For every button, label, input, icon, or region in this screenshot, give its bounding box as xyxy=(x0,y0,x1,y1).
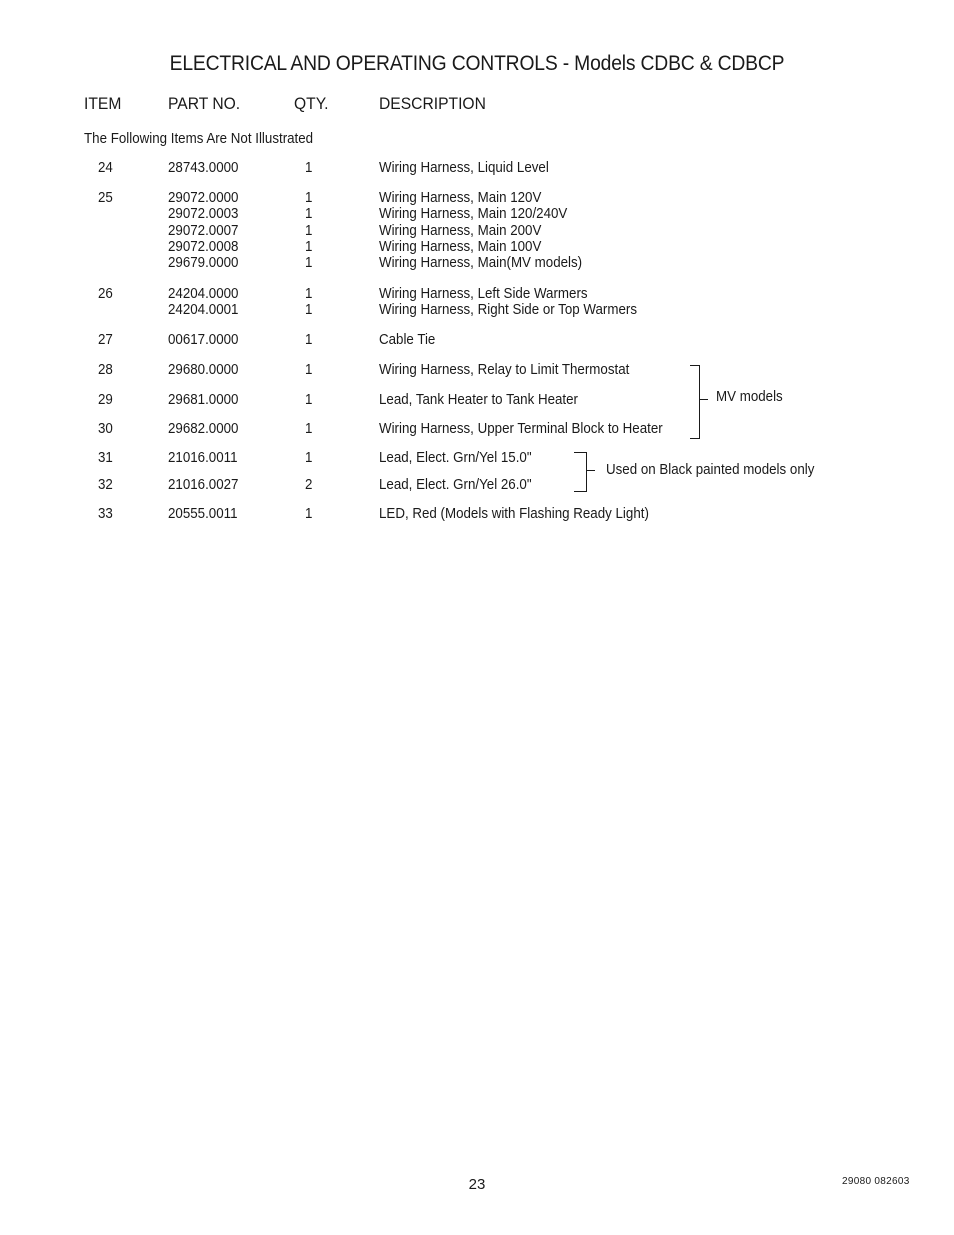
part-number: 29682.0000 xyxy=(168,421,239,437)
part-number: 29072.0003 xyxy=(168,206,239,223)
description: Lead, Tank Heater to Tank Heater xyxy=(379,392,578,408)
black-painted-bracket-tick xyxy=(587,470,595,471)
description: Wiring Harness, Left Side Warmers xyxy=(379,286,588,302)
mv-models-bracket xyxy=(690,365,700,439)
page-title: ELECTRICAL AND OPERATING CONTROLS - Models CDBC & CDBCP xyxy=(169,52,785,75)
part-number: 28743.0000 xyxy=(168,160,239,176)
col-header-part-no: PART NO. xyxy=(168,94,241,113)
description: Wiring Harness, Main 200V xyxy=(379,222,542,239)
part-number: 24204.0000 xyxy=(168,286,239,302)
part-number: 20555.0011 xyxy=(168,506,238,522)
quantity: 1 xyxy=(305,450,313,466)
document-code: 29080 082603 xyxy=(842,1176,910,1187)
part-number: 00617.0000 xyxy=(168,332,239,348)
description: Wiring Harness, Upper Terminal Block to Heater xyxy=(379,421,663,437)
description: Wiring Harness, Main 120V xyxy=(379,190,542,206)
part-number: 29072.0007 xyxy=(168,222,239,239)
part-number: 29680.0000 xyxy=(168,362,239,378)
col-header-qty: QTY. xyxy=(294,94,329,113)
quantity: 1 xyxy=(305,238,313,255)
description: Lead, Elect. Grn/Yel 15.0" xyxy=(379,450,532,466)
part-number: 29072.0008 xyxy=(168,238,239,255)
quantity: 1 xyxy=(305,222,313,239)
item-number: 25 xyxy=(98,190,113,206)
quantity: 1 xyxy=(305,190,313,206)
part-number: 21016.0011 xyxy=(168,450,238,466)
description: Lead, Elect. Grn/Yel 26.0" xyxy=(379,477,532,493)
description: LED, Red (Models with Flashing Ready Light) xyxy=(379,506,649,522)
part-number: 24204.0001 xyxy=(168,302,239,319)
black-painted-label: Used on Black painted models only xyxy=(606,462,815,478)
quantity: 1 xyxy=(305,302,313,319)
description: Wiring Harness, Main 120/240V xyxy=(379,206,568,223)
item-number: 24 xyxy=(98,160,113,176)
col-header-description: DESCRIPTION xyxy=(379,94,486,113)
description: Cable Tie xyxy=(379,332,436,348)
item-number: 27 xyxy=(98,332,113,348)
quantity: 2 xyxy=(305,477,313,493)
quantity: 1 xyxy=(305,160,313,176)
item-number: 26 xyxy=(98,286,113,302)
item-number: 28 xyxy=(98,362,113,378)
mv-models-bracket-tick xyxy=(700,399,708,400)
quantity: 1 xyxy=(305,255,313,272)
quantity: 1 xyxy=(305,206,313,223)
description: Wiring Harness, Relay to Limit Thermostat xyxy=(379,362,630,378)
quantity: 1 xyxy=(305,421,313,437)
part-number: 29679.0000 xyxy=(168,255,239,272)
description: Wiring Harness, Main 100V xyxy=(379,238,542,255)
part-number: 29072.0000 xyxy=(168,190,239,206)
quantity: 1 xyxy=(305,332,313,348)
description: Wiring Harness, Liquid Level xyxy=(379,160,549,176)
item-number: 31 xyxy=(98,450,113,466)
mv-models-label: MV models xyxy=(716,389,783,405)
item-number: 29 xyxy=(98,392,113,408)
description: Wiring Harness, Right Side or Top Warmers xyxy=(379,302,637,319)
item-number: 30 xyxy=(98,421,113,437)
quantity: 1 xyxy=(305,362,313,378)
black-painted-bracket xyxy=(574,452,587,492)
col-header-item: ITEM xyxy=(84,94,122,113)
quantity: 1 xyxy=(305,286,313,302)
not-illustrated-note: The Following Items Are Not Illustrated xyxy=(84,131,314,147)
item-number: 32 xyxy=(98,477,113,493)
page-number: 23 xyxy=(468,1176,486,1193)
part-number: 29681.0000 xyxy=(168,392,239,408)
item-number: 33 xyxy=(98,506,113,522)
quantity: 1 xyxy=(305,506,313,522)
quantity: 1 xyxy=(305,392,313,408)
part-number: 21016.0027 xyxy=(168,477,239,493)
description: Wiring Harness, Main(MV models) xyxy=(379,255,583,272)
